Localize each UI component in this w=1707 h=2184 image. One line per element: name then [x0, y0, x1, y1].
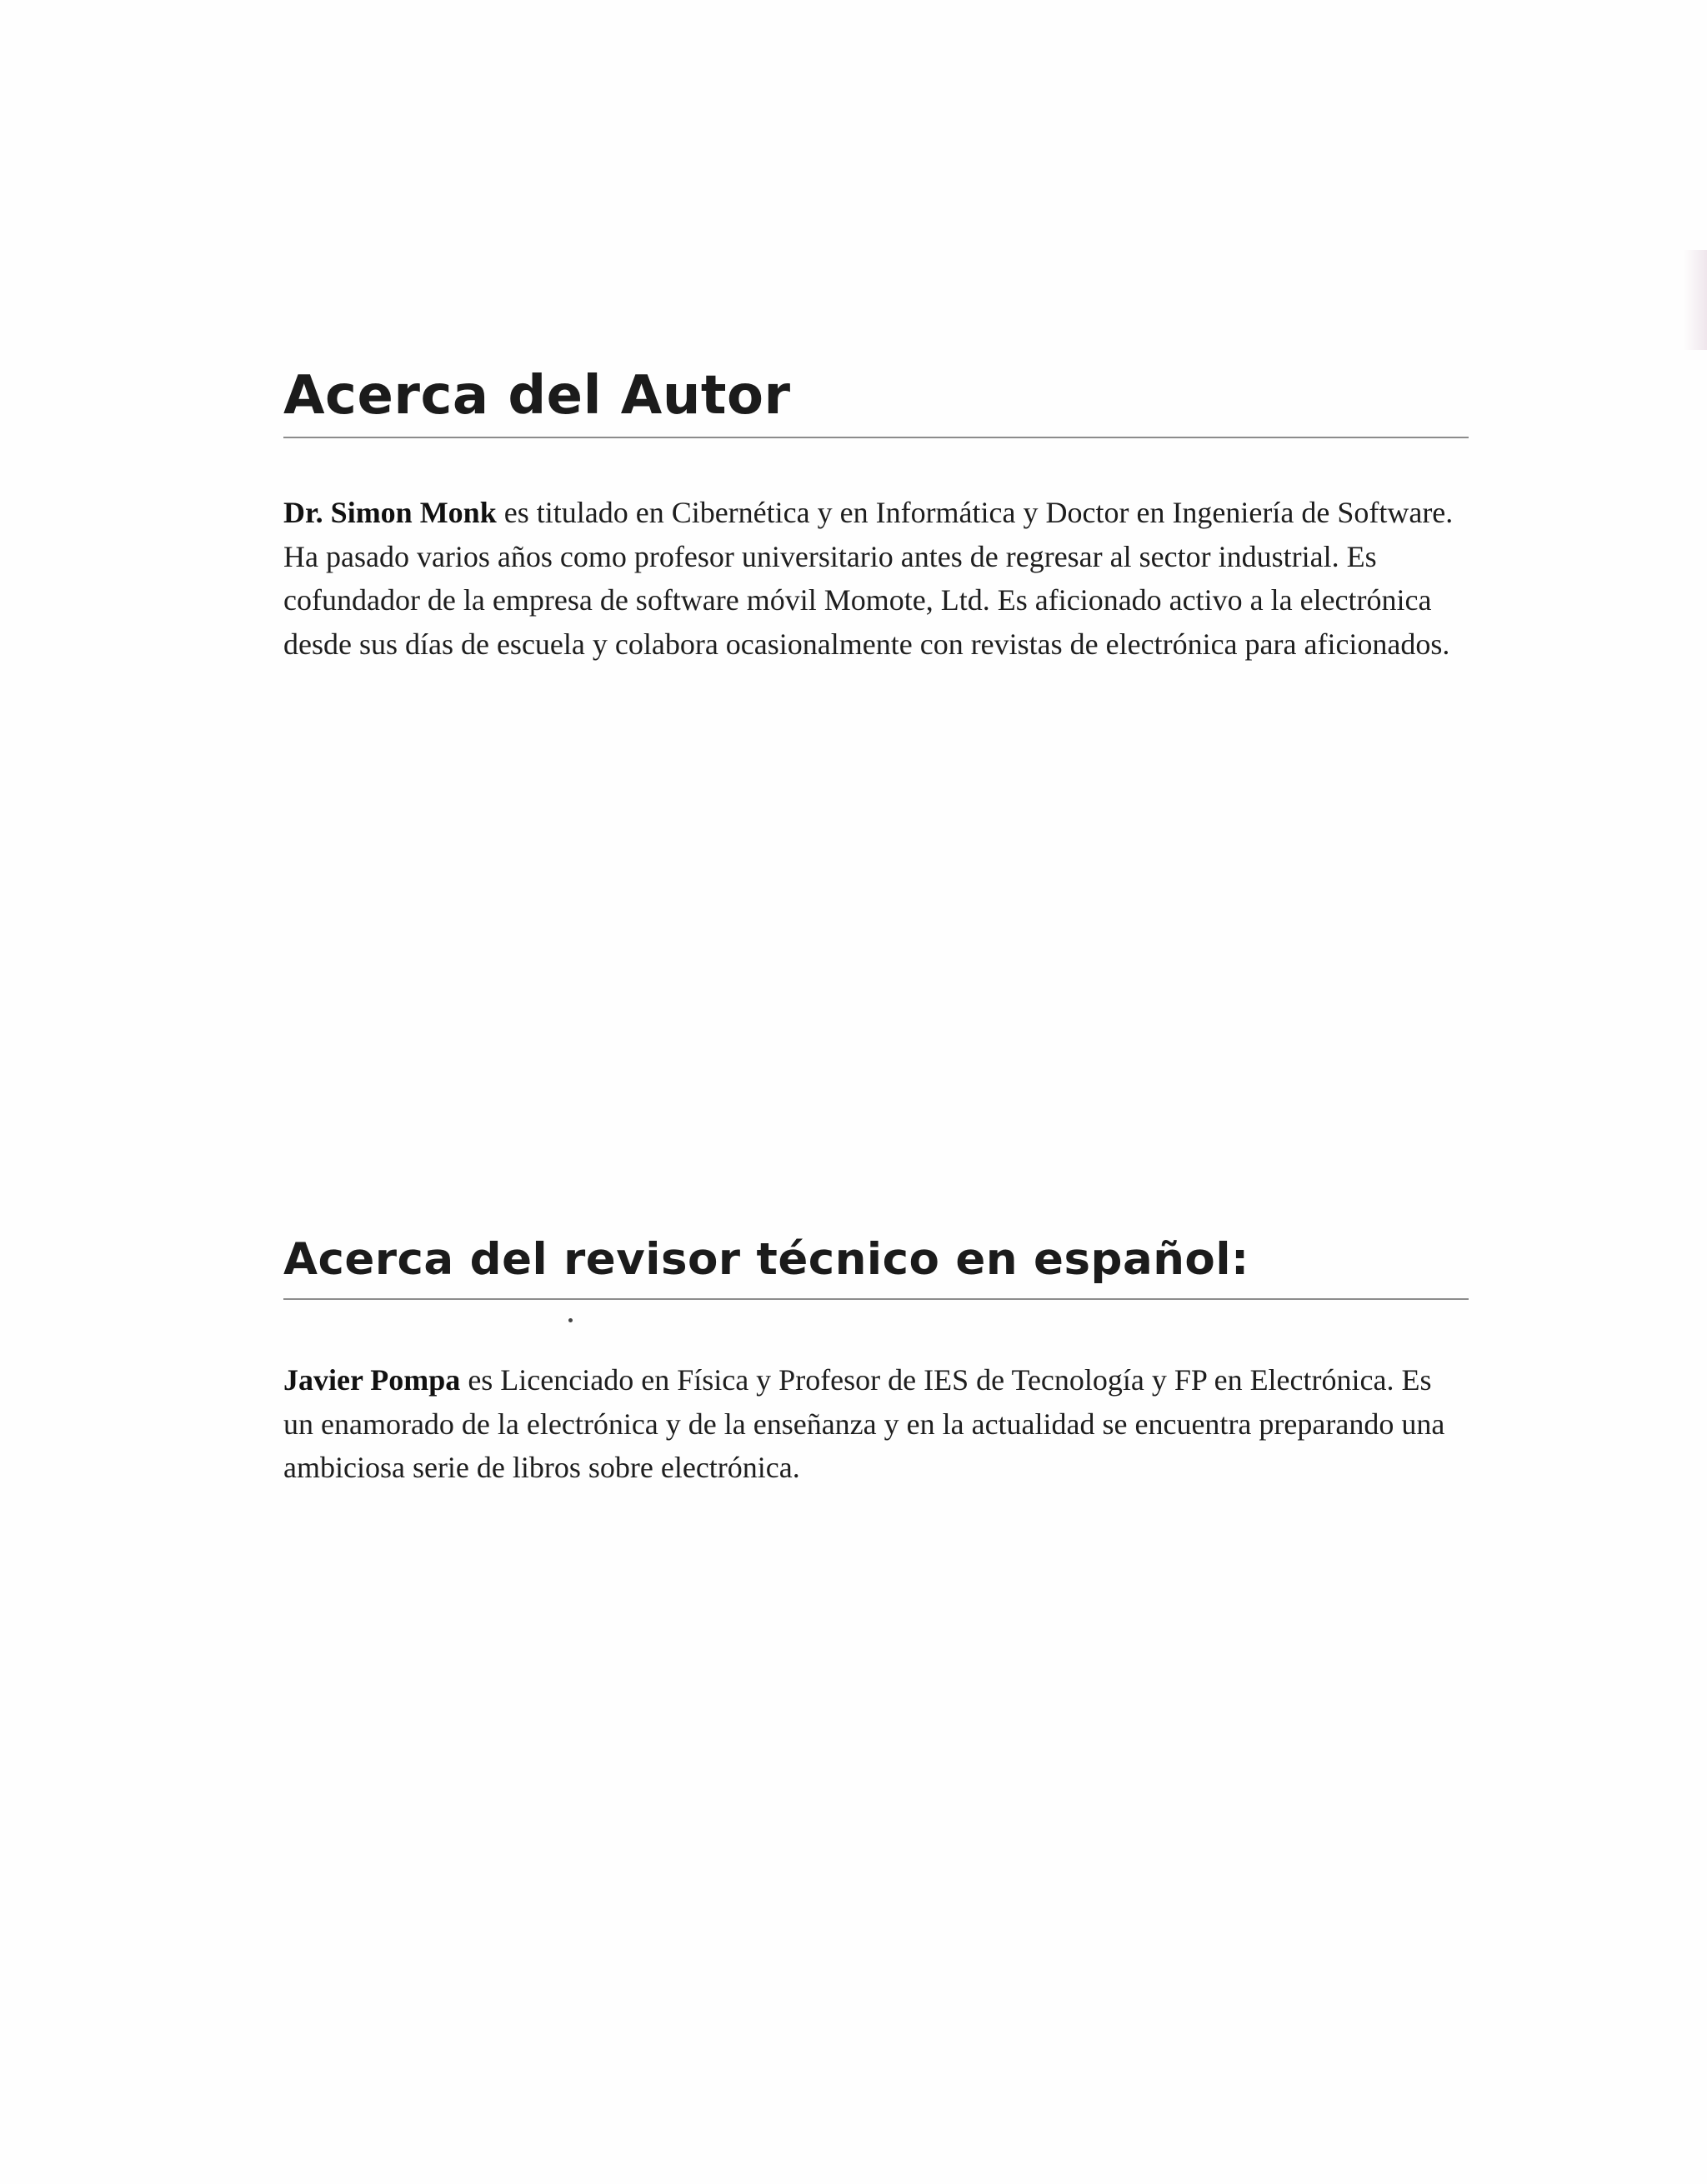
- reviewer-heading-rule: [283, 1298, 1469, 1300]
- author-name: Dr. Simon Monk: [283, 496, 497, 529]
- author-heading-rule: [283, 437, 1469, 438]
- reviewer-bio-paragraph: [283, 1358, 1469, 1490]
- author-bio-text: es titulado en Cibernética y en Informática y Doctor en Ingeniería de Software. Ha pasado varios años como profesor universitario antes de regresar al sector industrial. Es cofundador de la empresa de software móvil Momote, Ltd. Es aficionado activo a la electrónica desde sus días de escuela y colabora ocasionalmente con revistas de electrónica para aficionados.: [283, 496, 1454, 661]
- reviewer-name: Javier Pompa: [283, 1363, 461, 1397]
- reviewer-section: [283, 1225, 1469, 1490]
- reviewer-bio-text: es Licenciado en Física y Profesor de IES de Tecnología y FP en Electrónica. Es un enamorado de la electrónica y de la enseñanza y en la actualidad se encuentra preparando una ambiciosa serie de libros sobre electrónica.: [283, 1363, 1445, 1484]
- reviewer-heading: Acerca del revisor técnico en español:: [283, 1234, 1249, 1285]
- author-section: [283, 358, 1469, 666]
- author-heading: Acerca del Autor: [283, 365, 791, 427]
- scan-edge-mark: [1684, 250, 1707, 350]
- author-bio-paragraph: [283, 491, 1469, 666]
- scan-speck: [568, 1318, 573, 1322]
